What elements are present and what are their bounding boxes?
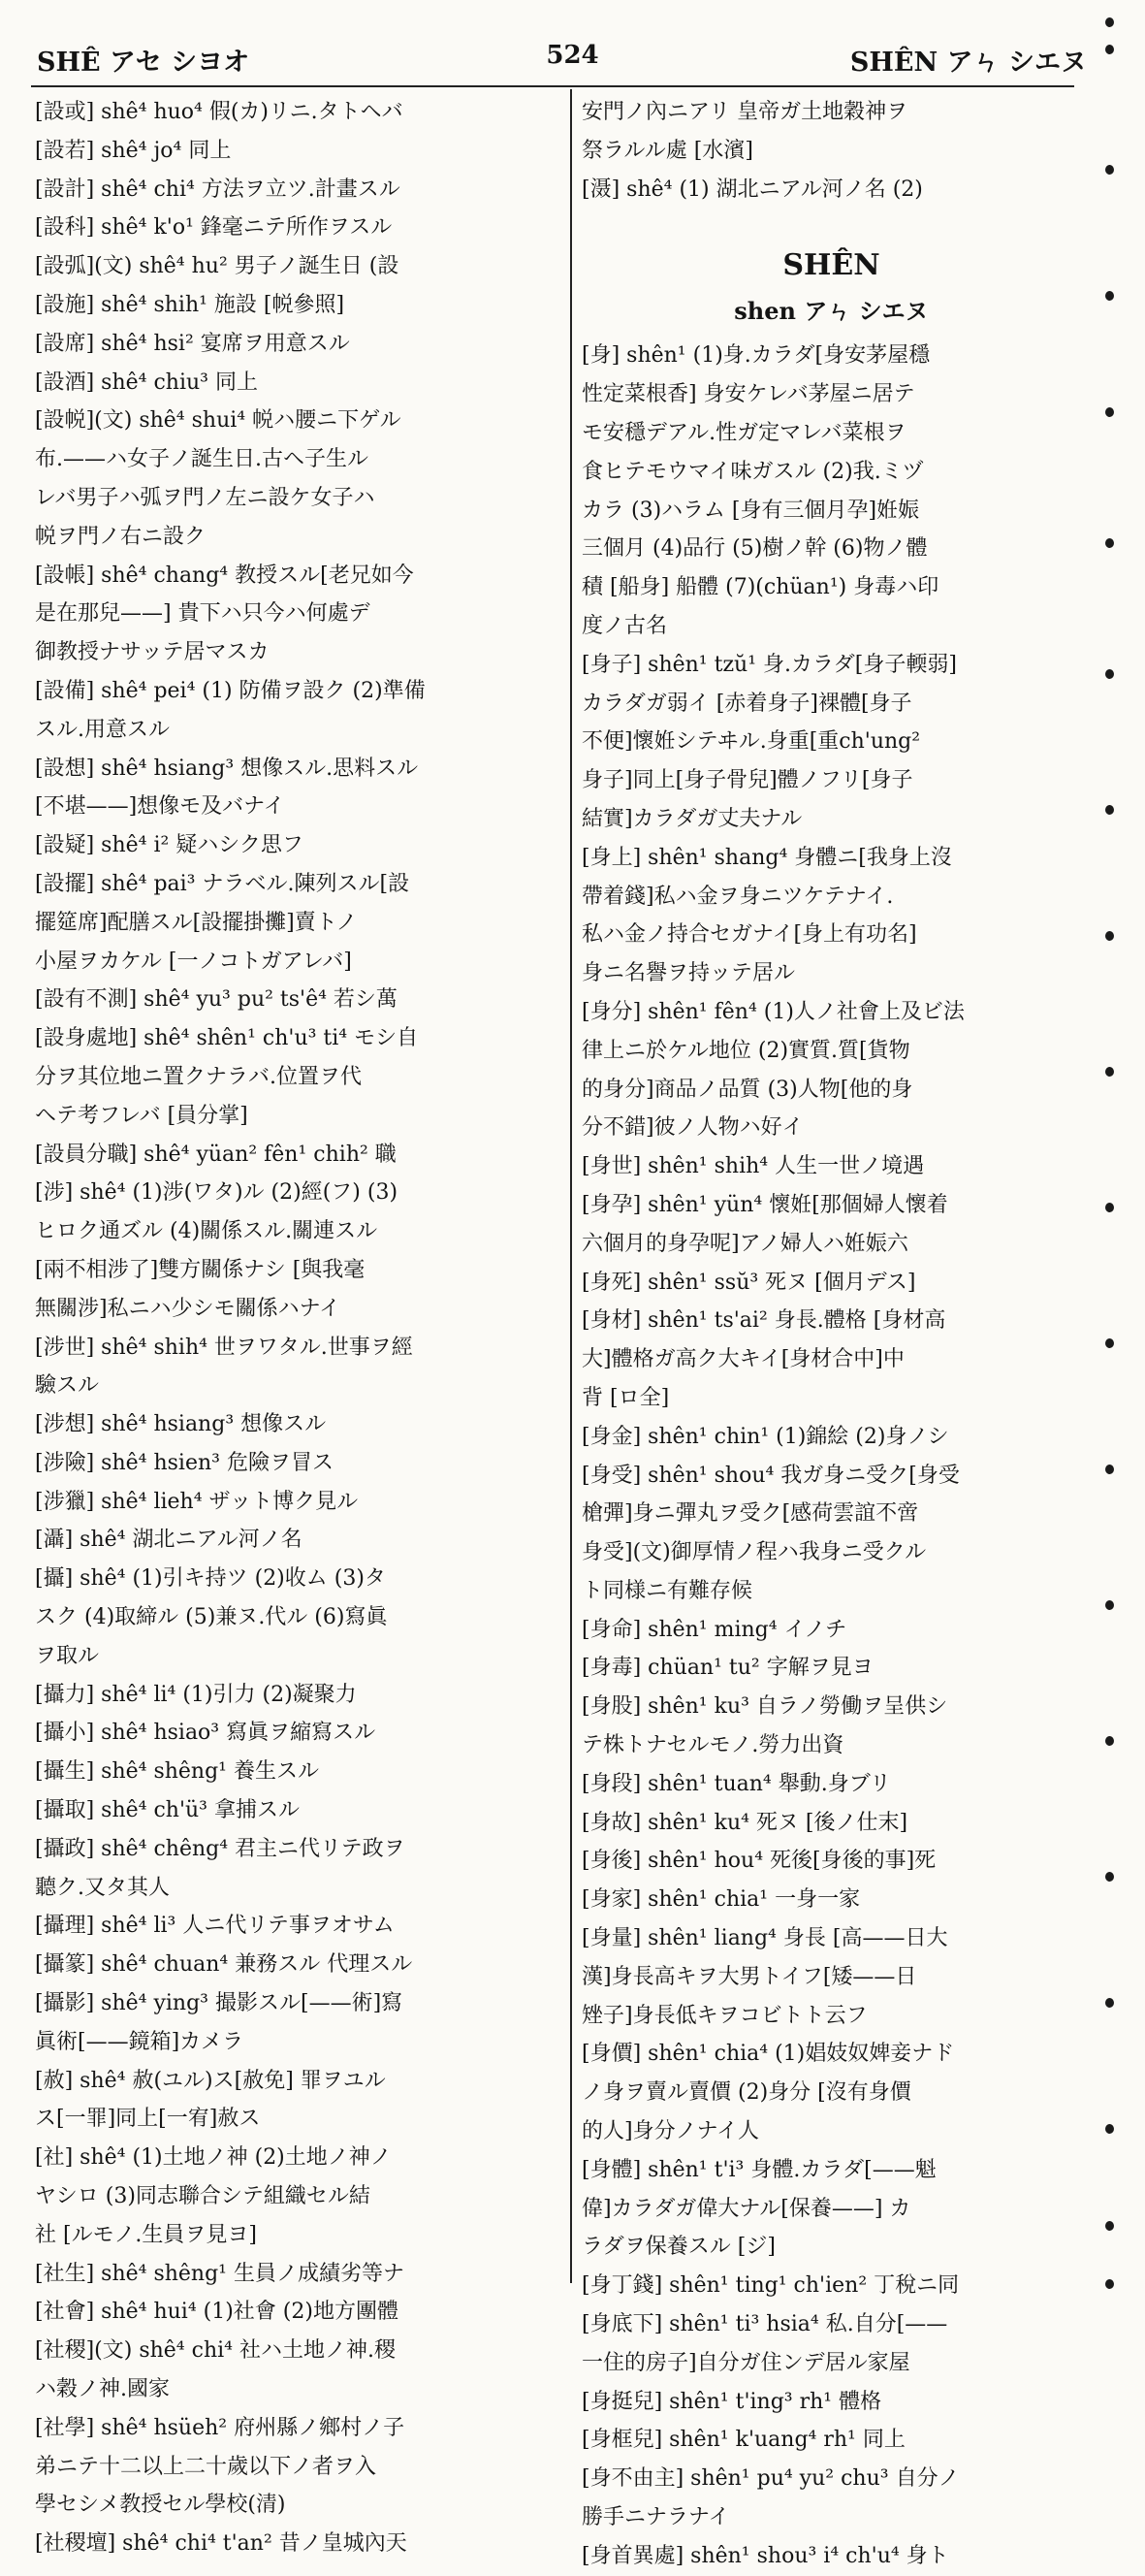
margin-bullet [1105,931,1114,941]
margin-bullet [1105,17,1114,27]
dictionary-entry-line: 布.——ハ女子ノ誕生日.古ヘ子生ル [35,447,368,472]
dictionary-entry-line: 食ヒテモウマイ味ガスル (2)我.ミヅ [582,459,924,484]
margin-bullet [1105,669,1114,679]
dictionary-entry-line: 大]體格ガ高ク大キイ[身材合中]中 [582,1347,905,1372]
dictionary-entry-line: [攝生] shê⁴ shêng¹ 養生スル [35,1759,319,1785]
dictionary-entry-line: モ安穩デアル.性ガ定マレバ菜根ヲ [582,420,906,445]
dictionary-entry-line: [設席] shê⁴ hsi² 宴席ヲ用意スル [35,331,350,356]
dictionary-entry-line: 擺筵席]配膳スル[設擺掛攤]賣トノ [35,910,358,935]
dictionary-entry-line: 是在那兒——] 貴下ハ只今ハ何處デ [35,601,370,627]
dictionary-entry-line: [身量] shên¹ liang⁴ 身長 [高——日大 [582,1926,948,1951]
dictionary-entry-line: 分不錯]彼ノ人物ハ好イ [582,1115,804,1141]
dictionary-entry-line: [社] shê⁴ (1)土地ノ神 (2)土地ノ神ノ [35,2145,392,2171]
dictionary-entry-line: [攝影] shê⁴ ying³ 撮影スル[——術]寫 [35,1991,403,2016]
dictionary-entry-line: テ株トナセルモノ.勞力出資 [582,1733,844,1758]
dictionary-entry-line: [身受] shên¹ shou⁴ 我ガ身ニ受ク[身受 [582,1463,960,1488]
dictionary-entry-line: 御教授ナサッテ居マスカ [35,640,270,665]
dictionary-entry-line: [設員分職] shê⁴ yüan² fên¹ chih² 職 [35,1142,397,1167]
dictionary-entry-line: [設帨](文) shê⁴ shui⁴ 帨ハ腰ニ下ゲル [35,408,401,434]
dictionary-entry-line: 漢]身長高キヲ大男トイフ[矮——日 [582,1964,917,1989]
dictionary-entry-line: 帶着錢]私ハ金ヲ身ニツケテナイ. [582,884,894,909]
dictionary-entry-line: 背 [ロ全] [582,1385,670,1410]
running-head-left: SHÊ アセ シヨオ [37,48,250,78]
dictionary-entry-line: [身毒] chüan¹ tu² 字解ヲ見ヨ [582,1656,874,1681]
dictionary-entry-line: [灄] shê⁴ 湖北ニアル河ノ名 [35,1528,302,1553]
running-head-right: SHÊN アㄣ シエヌ [849,48,1087,78]
dictionary-entry-line: [身家] shên¹ chia¹ 一身一家 [582,1887,861,1913]
dictionary-entry-line: [社生] shê⁴ shêng¹ 生員ノ成績劣等ナ [35,2261,404,2286]
dictionary-entry-line: 安門ノ內ニアリ 皇帝ガ土地穀神ヲ [582,100,908,124]
dictionary-entry-line: ス[一罪]同上[一宥]赦ス [35,2107,261,2132]
dictionary-entry-line: カラダガ弱イ [赤着身子]裸體[身子 [582,691,912,716]
margin-bullet [1105,1203,1114,1212]
dictionary-entry-line: [赦] shê⁴ 赦(ユル)ス[赦免] 罪ヲユル [35,2068,386,2093]
dictionary-entry-line: [攝篆] shê⁴ chuan⁴ 兼務スル 代理スル [35,1952,413,1978]
dictionary-entry-line: 驗スル [35,1373,100,1399]
page-number: 524 [546,41,599,70]
dictionary-entry-line: 度ノ古名 [582,613,668,638]
dictionary-entry-line: 身受](文)御厚情ノ程ハ我身ニ受クル [582,1540,927,1565]
dictionary-entry-line: レバ男子ハ弧ヲ門ノ左ニ設ケ女子ハ [35,485,375,510]
dictionary-entry-line: [設身處地] shê⁴ shên¹ ch'u³ ti⁴ モシ自 [35,1026,419,1051]
dictionary-entry-line: [滠] shê⁴ (1) 湖北ニアル河ノ名 (2) [582,177,923,202]
dictionary-entry-line: [身死] shên¹ ssŭ³ 死ヌ [個月デス] [582,1270,916,1295]
margin-bullet [1105,1338,1114,1348]
dictionary-entry-line: [攝小] shê⁴ hsiao³ 寫眞ヲ縮寫スル [35,1721,376,1746]
dictionary-entry-line: [攝取] shê⁴ ch'ü³ 拿捕スル [35,1798,300,1823]
dictionary-entry-line: 一住的房子]自分ガ住ンデ居ル家屋 [582,2350,910,2375]
dictionary-entry-line: 私ハ金ノ持合セガナイ[身上有功名] [582,922,917,948]
dictionary-entry-line: [身後] shên¹ hou⁴ 死後[身後的事]死 [582,1849,937,1874]
dictionary-entry-line: [身孕] shên¹ yün⁴ 懷姙[那個婦人懷着 [582,1192,948,1217]
dictionary-entry-line: [涉獵] shê⁴ lieh⁴ ザット博ク見ル [35,1489,359,1514]
header-rule [31,85,1074,87]
dictionary-entry-line: [攝力] shê⁴ li⁴ (1)引力 (2)凝聚力 [35,1682,357,1707]
dictionary-entry-line: [設想] shê⁴ hsiang³ 想像スル.思料スル [35,756,419,781]
dictionary-entry-line: 的人]身分ノナイ人 [582,2119,760,2144]
dictionary-entry-line: [涉] shê⁴ (1)涉(ワタ)ル (2)經(フ) (3) [35,1180,398,1206]
dictionary-entry-line: [身體] shên¹ t'i³ 身體.カラダ[——魁 [582,2157,937,2182]
dictionary-entry-line: 的身分]商品ノ品質 (3)人物[他的身 [582,1077,913,1102]
dictionary-entry-line: [社稷](文) shê⁴ chi⁴ 社ハ土地ノ神.稷 [35,2338,396,2364]
margin-bullet [1105,1998,1114,2008]
margin-bullet [1105,165,1114,175]
dictionary-entry-line: 偉]カラダガ偉大ナル[保養——] カ [582,2196,911,2221]
dictionary-entry-line: 無關涉]私ニハ少シモ關係ハナイ [35,1296,341,1321]
dictionary-entry-line: ヘテ考フレバ [員分掌] [35,1103,248,1128]
dictionary-entry-line: [攝理] shê⁴ li³ 人ニ代リテ事ヲオサム [35,1914,395,1939]
margin-bullet [1105,1465,1114,1474]
dictionary-entry-line: [身價] shên¹ chia⁴ (1)娼妓奴婢妾ナド [582,2042,955,2067]
dictionary-entry-line: スク (4)取締ル (5)兼ヌ.代ル (6)寫眞 [35,1605,388,1630]
margin-bullet [1105,291,1114,301]
dictionary-entry-line: [身世] shên¹ shih⁴ 人生一世ノ境遇 [582,1154,925,1179]
dictionary-entry-line: [社稷壇] shê⁴ chi⁴ t'an² 昔ノ皇城內天 [35,2531,407,2557]
dictionary-entry-line: ラダヲ保養スル [ジ] [582,2235,776,2260]
dictionary-entry-line: [社學] shê⁴ hsüeh² 府州縣ノ鄉村ノ子 [35,2415,405,2440]
dictionary-entry-line: ヤシロ (3)同志聯合シテ組織セル結 [35,2184,370,2209]
dictionary-entry-line: [身首異處] shên¹ shou³ i⁴ ch'u⁴ 身ト [582,2543,949,2568]
margin-bullet [1105,1736,1114,1746]
dictionary-entry-line: 身ニ名譽ヲ持ッテ居ル [582,961,796,986]
dictionary-entry-line: [身不由主] shên¹ pu⁴ yu² chu³ 自分ノ [582,2466,960,2492]
dictionary-entry-line: [設帳] shê⁴ chang⁴ 教授スル[老兄如今 [35,563,414,588]
dictionary-entry-line: [設有不測] shê⁴ yu³ pu² ts'ê⁴ 若シ萬 [35,987,398,1013]
dictionary-entry-line: 性定菜根香] 身安ケレバ茅屋ニ居テ [582,382,915,407]
dictionary-entry-line: 結實]カラダガ丈夫ナル [582,806,803,831]
dictionary-entry-line: 社 [ルモノ.生員ヲ見ヨ] [35,2222,257,2247]
dictionary-entry-line: [設或] shê⁴ huo⁴ 假(カ)リニ.タトヘバ [35,100,403,124]
right-top-continuation [582,93,1081,209]
dictionary-entry-line: 不便]懷姙シテヰル.身重[重ch'ung² [582,729,921,755]
dictionary-entry-line: 槍彈]身ニ彈丸ヲ受ク[感荷雲誼不啻 [582,1501,919,1527]
column-divider [570,89,572,2283]
margin-bullet [1105,538,1114,548]
dictionary-entry-line: [設疑] shê⁴ i² 疑ハシク思フ [35,833,303,858]
dictionary-entry-line: [涉世] shê⁴ shih⁴ 世ヲワタル.世事ヲ經 [35,1335,413,1360]
dictionary-entry-line: [身框兒] shên¹ k'uang⁴ rh¹ 同上 [582,2428,906,2453]
dictionary-entry-line: 矬子]身長低キヲコビトト云フ [582,2003,868,2028]
dictionary-entry-line: [設弧](文) shê⁴ hu² 男子ノ誕生日 (設 [35,254,399,279]
dictionary-entry-line: [身金] shên¹ chin¹ (1)錦絵 (2)身ノシ [582,1424,949,1449]
dictionary-entry-line: [身分] shên¹ fên⁴ (1)人ノ社會上及ビ法 [582,999,965,1024]
dictionary-entry-line: 律上ニ於ケル地位 (2)實質.質[貨物 [582,1038,910,1063]
dictionary-entry-line: [攝政] shê⁴ chêng⁴ 君主ニ代リテ政ヲ [35,1836,405,1861]
dictionary-entry-line: 分ヲ其位地ニ置クナラバ.位置ヲ代 [35,1064,362,1089]
section-title: SHÊN [782,248,880,283]
dictionary-entry-line: [身挺兒] shên¹ t'ing³ rh¹ 體格 [582,2389,882,2414]
dictionary-entry-line: [設擺] shê⁴ pai³ ナラベル.陳列スル[設 [35,871,410,896]
margin-bullet [1105,1600,1114,1610]
margin-bullet [1105,2279,1114,2289]
margin-bullet [1105,407,1114,417]
dictionary-entry-line: [攝] shê⁴ (1)引キ持ツ (2)收ム (3)タ [35,1566,386,1592]
dictionary-entry-line: スル.用意スル [35,717,170,742]
dictionary-entry-line: [身材] shên¹ ts'ai² 身長.體格 [身材高 [582,1308,946,1334]
dictionary-entry-line: 小屋ヲカケル [一ノコトガアレバ] [35,949,352,974]
dictionary-entry-line: 學セシメ教授セル學校(清) [35,2493,286,2518]
margin-bullet [1105,805,1114,815]
margin-bullet [1105,1067,1114,1077]
dictionary-entry-line: 祭ラルル處 [水濱] [582,138,753,163]
dictionary-entry-line: ト同様ニ有難存候 [582,1578,753,1603]
dictionary-entry-line: [身] shên¹ (1)身.カラダ[身安茅屋穩 [582,343,931,369]
dictionary-entry-line: [設備] shê⁴ pei⁴ (1) 防備ヲ設ク (2)準備 [35,678,426,703]
dictionary-entry-line: 積 [船身] 船體 (7)(chüan¹) 身毒ハ印 [582,575,939,600]
dictionary-entry-line: [設酒] shê⁴ chiu³ 同上 [35,370,258,395]
dictionary-entry-line: [身底下] shên¹ ti³ hsia⁴ 私.自分[—— [582,2312,948,2337]
margin-bullet [1105,2221,1114,2231]
right-entries [582,337,1081,2575]
dictionary-entry-line: [設科] shê⁴ k'o¹ 鋒毫ニテ所作ヲスル [35,215,393,241]
dictionary-entry-line: 聽ク.又タ其人 [35,1875,170,1900]
dictionary-entry-line: 勝手ニナラナイ [582,2505,730,2530]
margin-bullet [1105,2124,1114,2134]
margin-bullet [1105,1872,1114,1882]
dictionary-entry-line: [不堪——]想像モ及バナイ [35,794,285,820]
dictionary-entry-line: [身命] shên¹ ming⁴ イノチ [582,1617,847,1642]
dictionary-entry-line: [社會] shê⁴ hui⁴ (1)社會 (2)地方團體 [35,2300,398,2325]
dictionary-entry-line: [身丁錢] shên¹ ting¹ ch'ien² 丁稅ニ同 [582,2273,960,2299]
dictionary-entry-line: ヲ取ル [35,1643,100,1668]
dictionary-entry-line: [身上] shên¹ shang⁴ 身體ニ[我身上沒 [582,845,952,870]
dictionary-entry-line: [設若] shê⁴ jo⁴ 同上 [35,138,232,163]
dictionary-entry-line: 眞術[——鏡箱]カメラ [35,2029,244,2054]
dictionary-entry-line: ヒロク通ズル (4)關係スル.關連スル [35,1219,378,1244]
dictionary-entry-line: カラ (3)ハラム [身有三個月孕]姙娠 [582,498,920,523]
dictionary-entry-line: 六個月的身孕呢]アノ婦人ハ姙娠六 [582,1231,908,1256]
dictionary-entry-line: [兩不相涉了]雙方關係ナシ [與我毫 [35,1257,366,1282]
dictionary-entry-line: [涉想] shê⁴ hsiang³ 想像スル [35,1412,327,1437]
dictionary-entry-line: [身子] shên¹ tzŭ¹ 身.カラダ[身子輭弱] [582,652,957,677]
dictionary-entry-line: ノ身ヲ賣ル賣價 (2)身分 [沒有身價 [582,2080,911,2106]
dictionary-entry-line: [身故] shên¹ ku⁴ 死ヌ [後ノ仕末] [582,1810,908,1835]
section-subtitle: shen アㄣ シエヌ [734,297,929,326]
right-column [582,93,1081,2576]
dictionary-entry-line: [涉險] shê⁴ hsien³ 危險ヲ冒ス [35,1450,334,1475]
dictionary-entry-line: ハ穀ノ神.國家 [35,2377,170,2402]
dictionary-entry-line: 帨ヲ門ノ右ニ設ク [35,524,207,549]
margin-bullet [1105,45,1114,54]
dictionary-entry-line: [身段] shên¹ tuan⁴ 舉動.身ブリ [582,1771,891,1796]
dictionary-entry-line: 弟ニテ十二以上二十歲以下ノ者ヲ入 [35,2454,377,2479]
left-column [35,93,558,2563]
dictionary-entry-line: [設施] shê⁴ shih¹ 施設 [帨參照] [35,292,345,317]
dictionary-entry-line: 身子]同上[身子骨兒]體ノフリ[身子 [582,768,913,793]
dictionary-entry-line: [身股] shên¹ ku³ 自ラノ勞働ヲ呈供シ [582,1694,948,1720]
dictionary-entry-line: [設計] shê⁴ chi⁴ 方法ヲ立ツ.計畫スル [35,177,400,202]
dictionary-entry-line: 三個月 (4)品行 (5)樹ノ幹 (6)物ノ體 [582,536,928,562]
